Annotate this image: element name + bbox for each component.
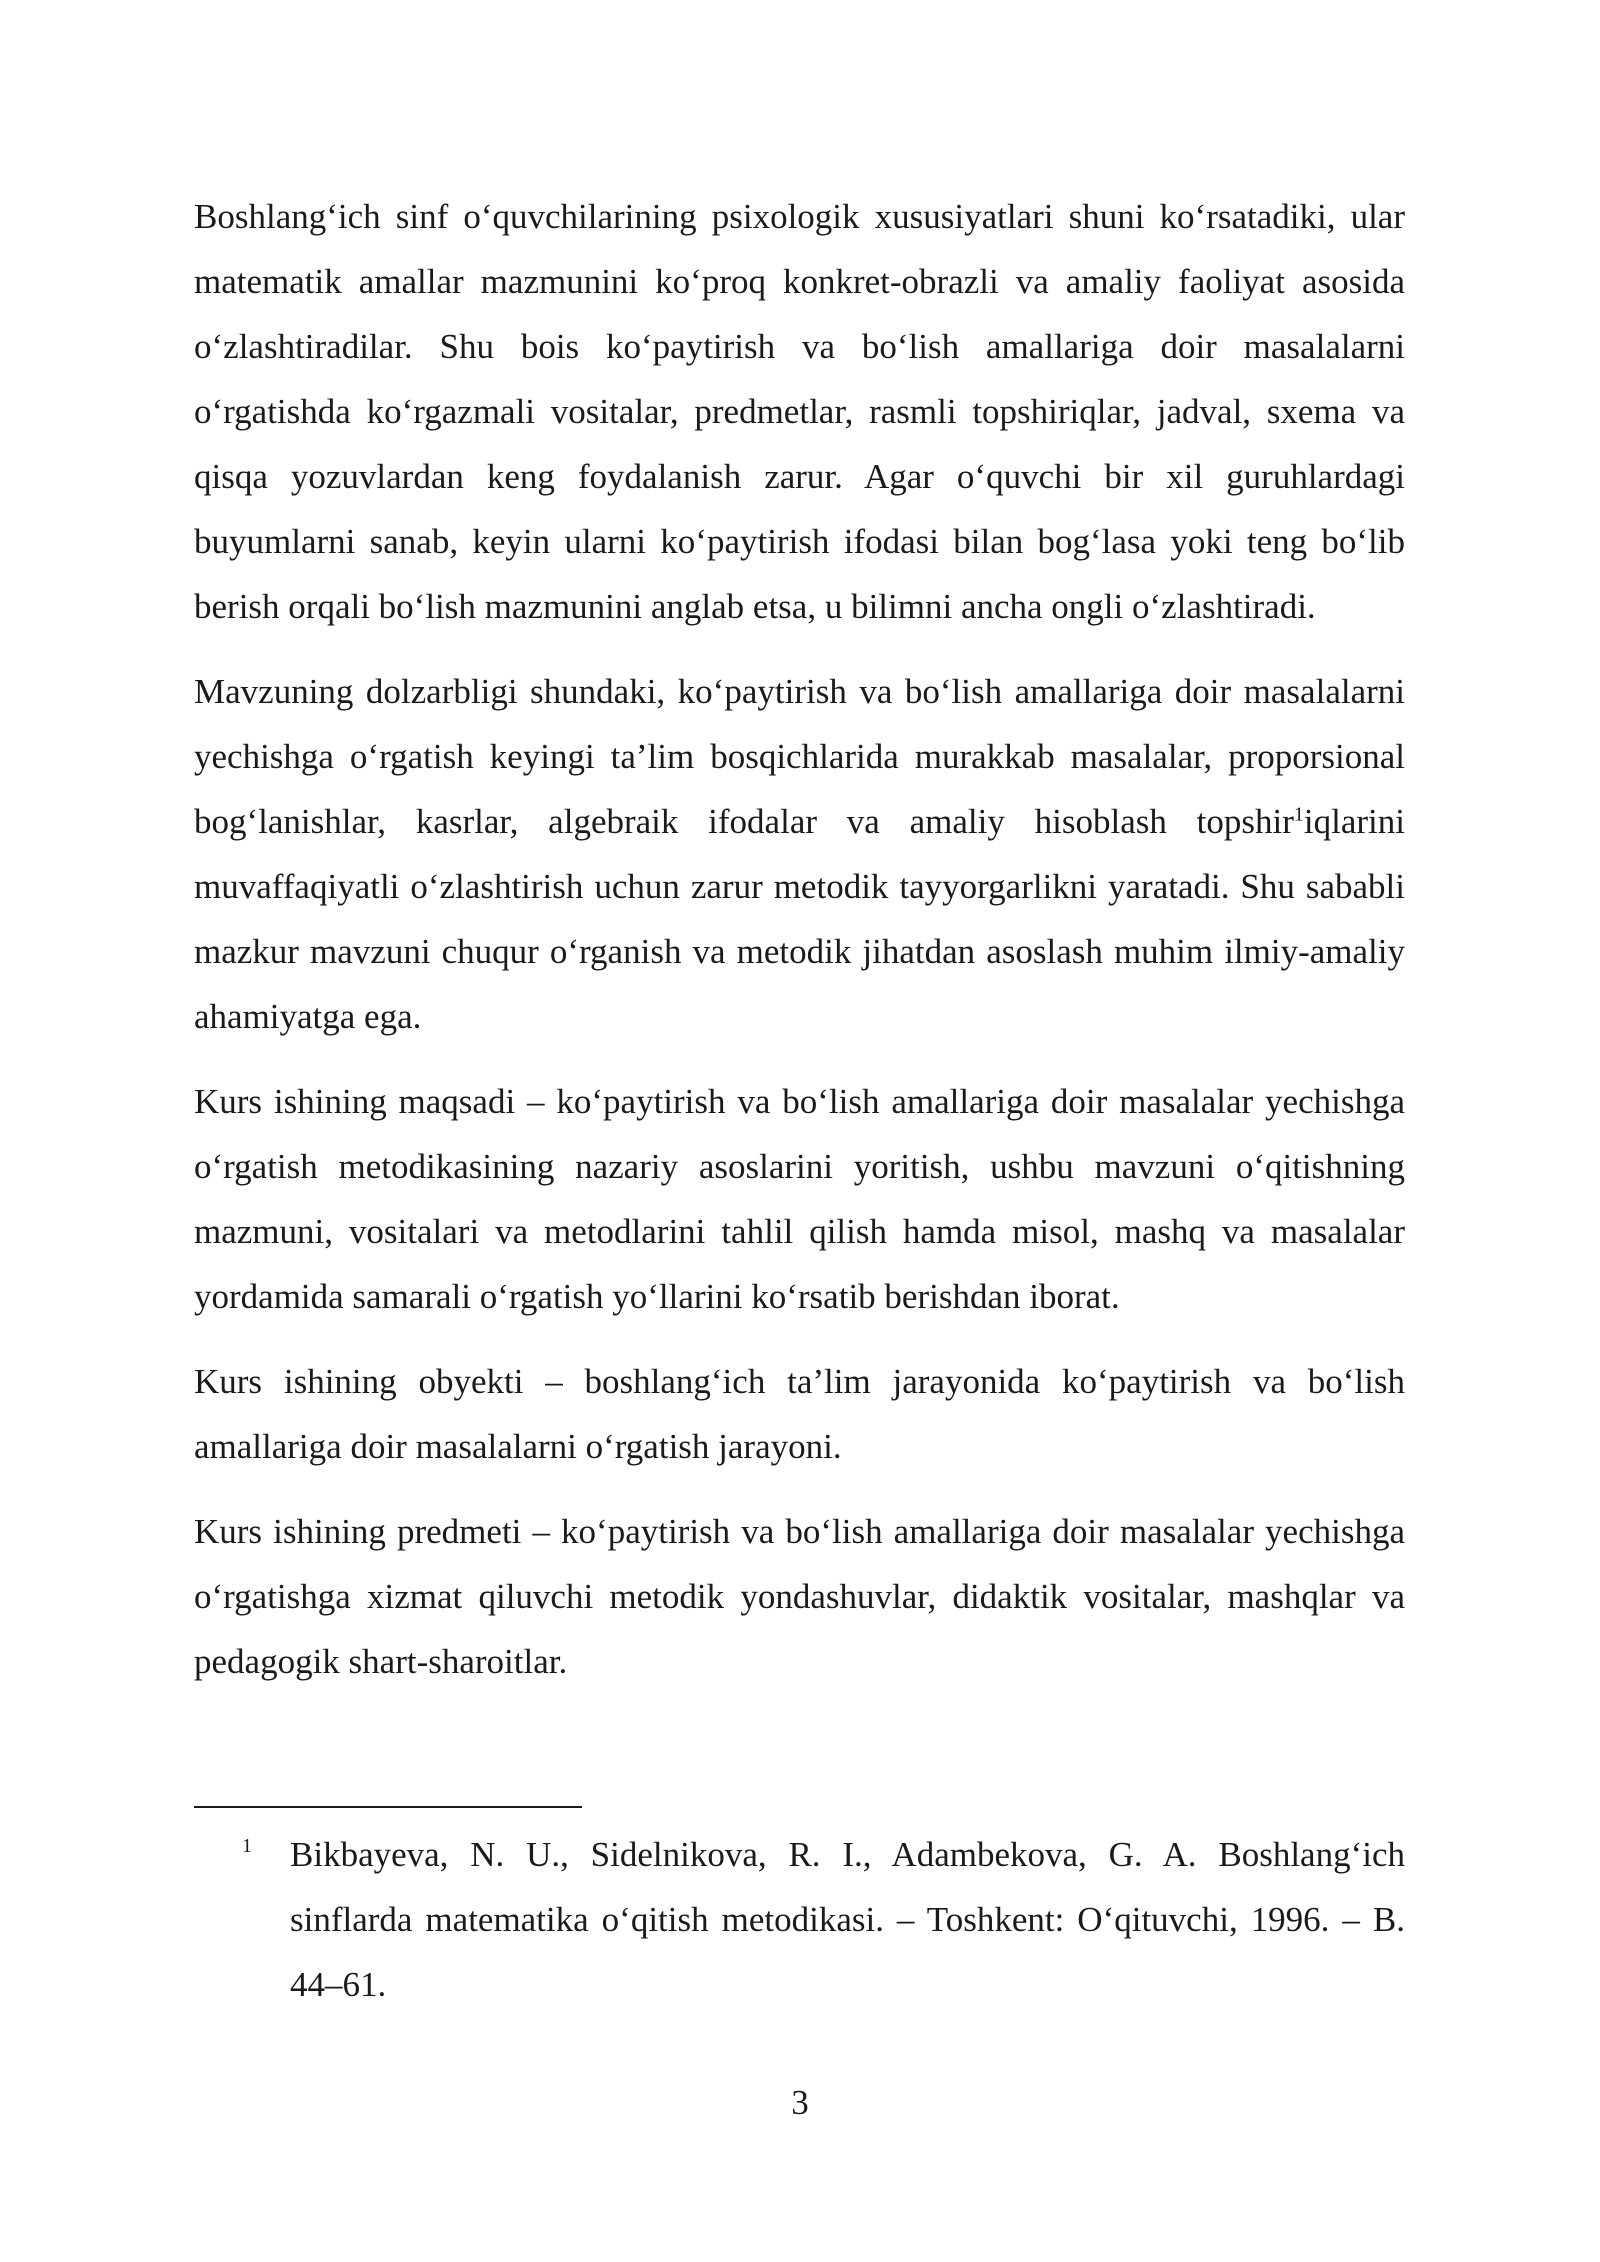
paragraph-relevance xyxy=(194,659,1405,1049)
paragraph-psychology: Boshlang‘ich sinf o‘quvchilarining psixologik xususiyatlari shuni ko‘rsatadiki, ular matematik amallar mazmunini ko‘proq konkret-obrazli va amaliy faoliyat asosida o‘zlashtiradilar. Shu bois ko‘paytirish va bo‘lish amallariga doir masalalarni o‘rgatishda ko‘rgazmali vositalar, predmetlar, rasmli topshiriqlar, jadval, sxema va qisqa yozuvlardan keng foydalanish zarur. Agar o‘quvchi bir xil guruhlardagi buyumlarni sanab, keyin ularni ko‘paytirish ifodasi bilan bog‘lasa yoki teng bo‘lib berish orqali bo‘lish mazmunini anglab etsa, u bilimni ancha ongli o‘zlashtiradi. xyxy=(194,197,1405,626)
footnote-text: Bikbayeva, N. U., Sidelnikova, R. I., Adambekova, G. A. Boshlang‘ich sinflarda matematika o‘qitish metodikasi. – Toshkent: O‘qituvchi, 1996. – B. 44–61. xyxy=(290,1835,1405,2004)
paragraph-goal: Kurs ishining maqsadi – ko‘paytirish va bo‘lish amallariga doir masalalar yechishga o‘rgatish metodikasining nazariy asoslarini yoritish, ushbu mavzuni o‘qitishning mazmuni, vositalari va metodlarini tahlil qilish hamda misol, mashq va masalalar yordamida samarali o‘rgatish yo‘llarini ko‘rsatib berishdan iborat. xyxy=(194,1082,1405,1316)
page-number: 3 xyxy=(791,2083,809,2122)
footnote xyxy=(194,1822,1405,2017)
paragraph-relevance-text-after: iqlarini muvaffaqiyatli o‘zlashtirish uchun zarur metodik tayyorgarlikni yaratadi. Shu sababli mazkur mavzuni chuqur o‘rganish va metodik jihatdan asoslash muhim ilmiy-amaliy ahamiyatga ega. xyxy=(194,802,1405,1036)
footnote-reference-mark[interactable]: 1 xyxy=(1293,803,1304,826)
paragraph-relevance-text-before: Mavzuning dolzarbligi shundaki, ko‘paytirish va bo‘lish amallariga doir masalalarni yechishga o‘rgatish keyingi ta’lim bosqichlarida murakkab masalalar, proporsional bog‘lanishlar, kasrlar, algebraik ifodalar va amaliy hisoblash topshir xyxy=(194,672,1405,841)
paragraph-object: Kurs ishining obyekti – boshlang‘ich ta’lim jarayonida ko‘paytirish va bo‘lish amallariga doir masalalarni o‘rgatish jarayoni. xyxy=(194,1362,1405,1466)
footnote-separator xyxy=(194,1806,582,1808)
paragraph-subject: Kurs ishining predmeti – ko‘paytirish va bo‘lish amallariga doir masalalar yechishga o‘rgatishga xizmat qiluvchi metodik yondashuvlar, didaktik vositalar, mashqlar va pedagogik shart-sharoitlar. xyxy=(194,1512,1405,1681)
body-text xyxy=(194,184,1405,1714)
footnote-mark: 1 xyxy=(242,1835,252,1857)
